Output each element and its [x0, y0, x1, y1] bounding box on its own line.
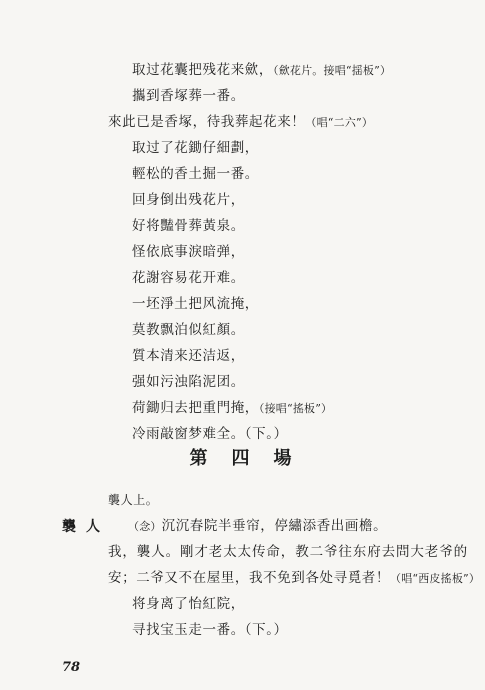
- verse-line: 荷鋤归去把重門掩，（接唱“搖板”）: [132, 400, 333, 416]
- verse-line: 花謝容易花开难。: [132, 270, 245, 286]
- verse-line: 輕松的香土掘一番。: [132, 166, 259, 182]
- speaker-name: 襲人: [62, 519, 110, 535]
- stage-direction: （唱“西皮搖板”）: [390, 572, 481, 585]
- scene-heading: 第 四 場: [189, 448, 296, 469]
- verse-line: 質本清来还洁返，: [132, 348, 245, 364]
- stage-direction: （唱“二六”）: [305, 116, 374, 129]
- speech-line: 我，襲人。剛才老太太传命，教二爷往东府去問大老爷的: [108, 544, 468, 560]
- verse-line: 好将豔骨葬黃泉。: [132, 218, 245, 234]
- verse-line: 一坯淨土把风流掩，: [132, 296, 259, 312]
- stage-direction: （歛花片。接唱“揺板”）: [273, 64, 392, 77]
- verse-line: 寻找宝玉走一番。（下。）: [132, 622, 288, 638]
- stage-direction: （接唱“搖板”）: [258, 402, 333, 415]
- entrance-direction: 襲人上。: [108, 493, 159, 507]
- verse-line: 取过花囊把残花来歛，（歛花片。接唱“揺板”）: [132, 62, 392, 78]
- stage-direction: （念）: [128, 520, 162, 533]
- verse-line: 将身离了怡紅院，: [132, 596, 245, 612]
- verse-line: 怪依底事淚暗弹，: [132, 244, 245, 260]
- speech-line: 安；二爷又不在屋里，我不免到各处寻覓者！（唱“西皮搖板”）: [108, 570, 481, 586]
- verse-line: 回身倒出残花片，: [132, 192, 245, 208]
- verse-line: 冷雨敲窗梦难全。（下。）: [132, 426, 288, 442]
- verse-line: 攜到香塚葬一番。: [132, 88, 245, 104]
- page-number: 78: [62, 660, 81, 675]
- speech-line: （念）沉沉春院半垂帘，停繡添香出画檐。: [128, 518, 388, 534]
- verse-line: 强如污浊陷泥团。: [132, 374, 245, 390]
- verse-line: 取过了花鋤仔細劃，: [132, 140, 259, 156]
- verse-line: 莫教飘泊似紅顏。: [132, 322, 245, 338]
- dialogue-line: 來此已是香塚，待我葬起花来！（唱“二六”）: [108, 114, 374, 130]
